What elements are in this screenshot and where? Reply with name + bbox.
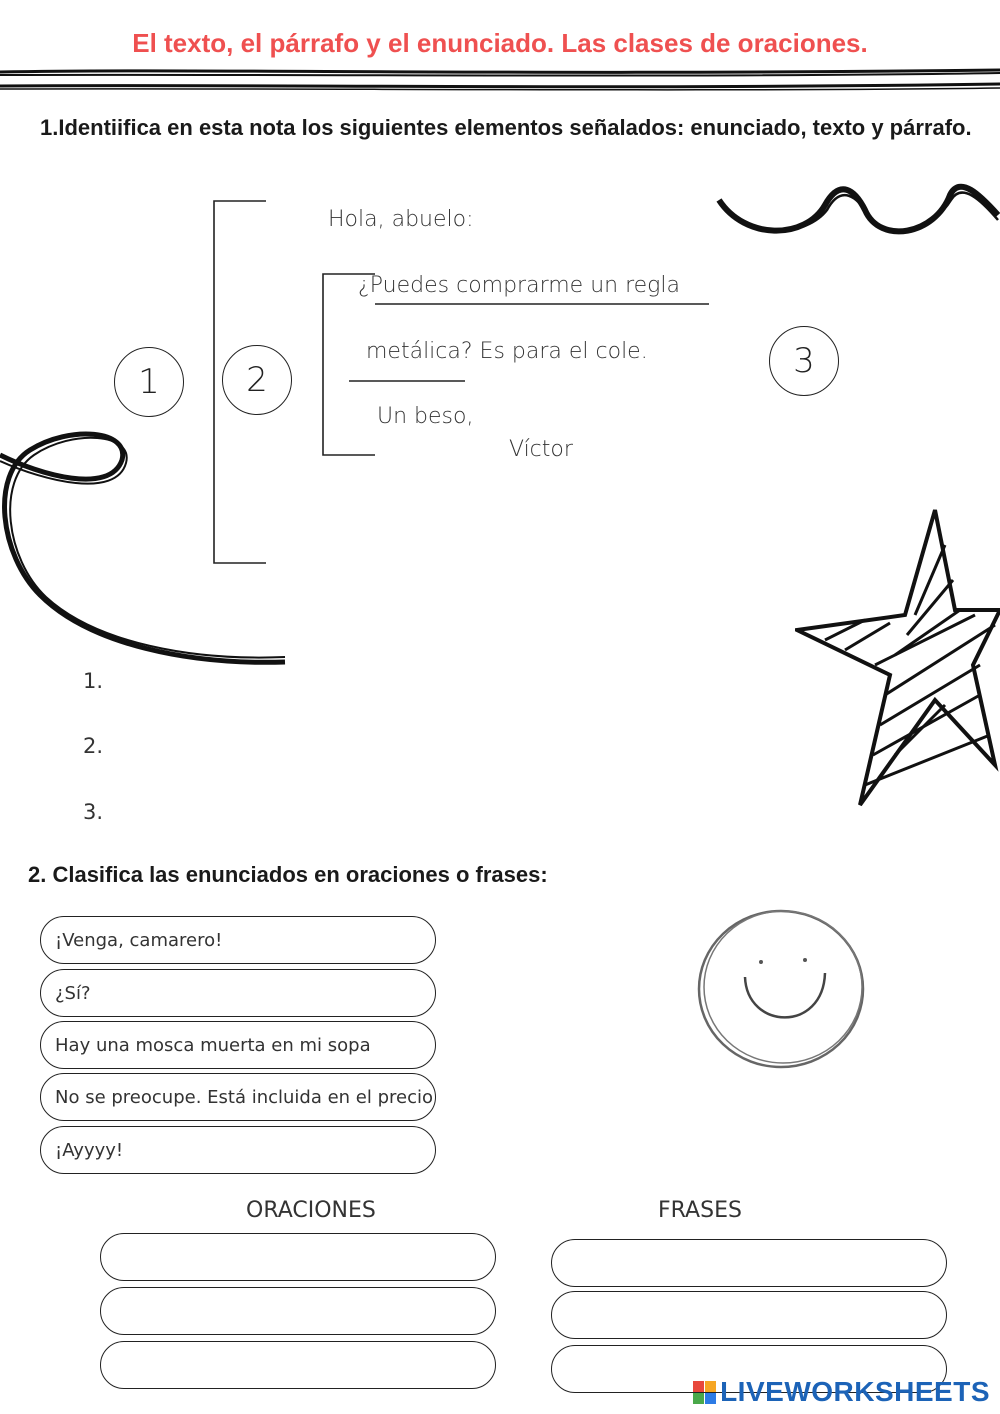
oraciones-drop-box[interactable] <box>100 1287 496 1335</box>
smiley-doodle <box>695 905 870 1075</box>
marker-circle-3: 3 <box>769 326 839 396</box>
statement-card[interactable]: ¿Sí? <box>40 969 436 1017</box>
note-closing: Un beso, <box>377 404 474 429</box>
title-divider <box>0 62 1000 98</box>
question-1-number: 1. <box>40 115 59 140</box>
note-line-2: metálica? Es para el cole. <box>366 339 648 364</box>
brand-text: LIVEWORKSHEETS <box>720 1376 990 1407</box>
statement-card[interactable]: ¡Venga, camarero! <box>40 916 436 964</box>
answer-line-2[interactable]: 2. <box>83 734 104 758</box>
answer-line-1[interactable]: 1. <box>83 669 104 693</box>
oraciones-heading: ORACIONES <box>246 1198 376 1223</box>
liveworksheets-brand <box>693 1376 990 1408</box>
note-greeting: Hola, abuelo: <box>328 207 474 232</box>
statement-card[interactable]: Hay una mosca muerta en mi sopa <box>40 1021 436 1069</box>
question-1-text: Identiifica en esta nota los siguientes elementos señalados: enunciado, texto y párrafo. <box>58 115 972 140</box>
frases-drop-box[interactable] <box>551 1239 947 1287</box>
note-signature: Víctor <box>509 437 573 462</box>
marker-circle-2: 2 <box>222 345 292 415</box>
frases-drop-box[interactable] <box>551 1291 947 1339</box>
sentence-markers <box>340 300 720 390</box>
statement-card[interactable]: No se preocupe. Está incluida en el precio <box>40 1073 436 1121</box>
statement-card[interactable]: ¡Ayyyy! <box>40 1126 436 1174</box>
loop-doodle <box>0 425 300 675</box>
question-2: 2. Clasifica las enunciados en oraciones o frases: <box>28 862 548 887</box>
liveworksheets-logo-icon <box>693 1381 716 1404</box>
oraciones-drop-box[interactable] <box>100 1233 496 1281</box>
note-line-1: ¿Puedes comprarme un regla <box>358 273 680 298</box>
oraciones-drop-box[interactable] <box>100 1341 496 1389</box>
answer-line-3[interactable]: 3. <box>83 800 104 824</box>
marker-circle-1: 1 <box>114 347 184 417</box>
wave-doodle <box>715 170 1000 245</box>
question-1 <box>20 112 990 144</box>
star-doodle <box>795 505 1000 810</box>
page-title: El texto, el párrafo y el enunciado. Las clases de oraciones. <box>132 28 868 58</box>
frases-heading: FRASES <box>658 1198 742 1223</box>
